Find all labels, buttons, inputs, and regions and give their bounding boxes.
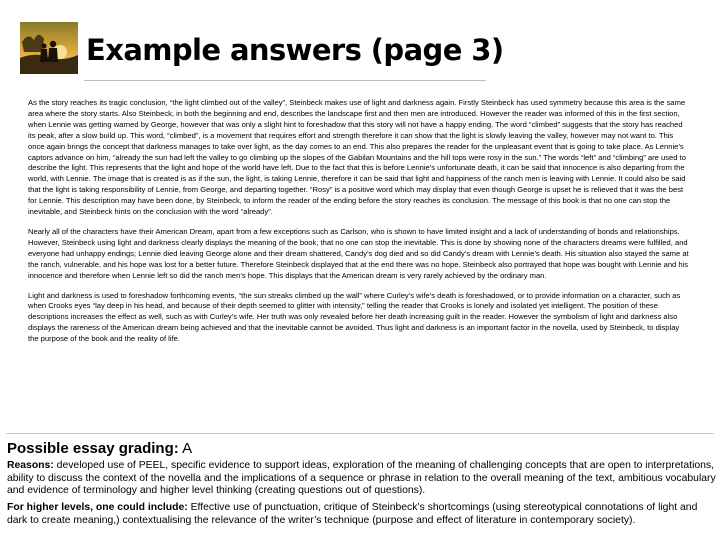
essay-paragraph-2: Nearly all of the characters have their American Dream, apart from a few exceptions such as Carlson, who is shown to have limited insight and a lack of understanding of bonds and relationships. However, Steinbeck using light and darkness clearly displays the meaning of the book, that no one can stop the inevitable. This is done by showing none of the characters dreams were fulfilled, and everyone had unhappy endings; Lennie died leaving George alone and their dream shattered, Candy’s dog died and so did Candy’s dream with Lennie’s death. His situation also stayed the same at the ranch, vulnerable, and his hope was lost for a better future. Therefore Steinbeck displayed that at the end there was no hope. Steinbeck also portrayed that hope was bought with Lennie and his innocence and therefore when Lennie left so did the ranch men’s hope. This displays that the American dream is very rarely achieved by the ordinary man. [28,226,689,280]
grading-value: A [182,440,193,457]
essay-paragraph-3: Light and darkness is used to foreshadow forthcoming events, “the sun streaks climbed up the wall” where Curley’s wife’s death is foreshadowed, or to provide information on a character, such as when Crooks eyes “lay deep in his head, and because of their depth seemed to glitter with intensity,” telling the reader that Crooks is lonely and isolated yet intelligent. The position of these descriptions increases the effect as well, such as with Curley’s wife. Her truth was only revealed before her death increasing guilt in the reader. However the symbolism of light and darkness also displays the rareness of the American dream being achieved and that the inevitable cannot be avoided. Thus light and darkness is an important factor in the novella, used by Steinbeck, to display the purpose of the book and the reality of life. [28,290,681,344]
title-underline [84,80,486,81]
essay-grading [7,440,192,458]
higher-levels-text: Effective use of punctuation, critique of Steinbeck’s shortcomings (using stereotypical connotations of light and dark to create meaning,) contextualising the relevance of the writer’s technique (purpose and effect of literature in contemporary society). [7,502,698,526]
section-divider [6,433,714,434]
reasons [7,460,717,498]
higher-levels-label: For higher levels, one could include: [7,502,188,513]
reasons-label: Reasons: [7,460,54,471]
reasons-text: developed use of PEEL, specific evidence to support ideas, exploration of the meaning of challenging concepts that are open to interpretations, ability to discuss the context of the novella and the implications of a sequence or phrase in relation to the overall meaning of the text, ambitious vocabulary and evidence of terminology and higher level thinking (creating questions out of questions). [7,460,716,497]
novel-cover-logo [20,22,78,74]
essay-body [28,98,690,354]
essay-paragraph-1: As the story reaches its tragic conclusion, “the light climbed out of the valley”, Steinbeck makes use of light and darkness again. Firstly Steinbeck has used symmetry because this area is the same area where the story starts. Also Steinbeck, in both the beginning and end, describes the landscape first and then men are introduced. However the reader was informed of this in the first section, when Lennie was getting warned by George, however that was only a slight hint to foreshadow that this story will not have a happy ending. The word “climbed” suggests that the story has reached its peak, after a slow build up. This word, “climbed”, is a movement that requires effort and strength therefore it can show that the light is slowly leaving the valley, however may not want to. This once again brings the concept that darkness manages to take over light, as the day comes to an end. This also prepares the reader for the unpleasant event that is going to take place. As Lennie’s captors advance on him, “already the sun had left the valley to go climbing up the slopes of the Gabilan Mountains and the hill tops were rosy in the sun.” The words “left” and “climbing” are used to describe the light. This represents that the light and hope of the world have left. Due to the fact that this is before Lennie’s unfortunate death, it can be said that innocence is also departing from the world, with Lennie. The image that is created is as if the sun, the light, is taking Lennie, therefore it can be said that light and happiness of the ranch men is leaving with Lennie. It could also be said that the light is taking responsibility of Lennie, from George, and departing together. “Rosy” is a positive word which may display that even though George is upset he is relieved that it was the best for Lennie. This description may have been done, by Steinbeck, to inform the reader of the ending before the story reaches its conclusion. The message of this book is that no one can stop the inevitable, and Steinbeck hints on the conclusion with the word “already”. [28,98,686,217]
higher-levels [7,502,717,527]
page-title: Example answers (page 3) [86,33,504,67]
grading-label: Possible essay grading: [7,440,179,457]
